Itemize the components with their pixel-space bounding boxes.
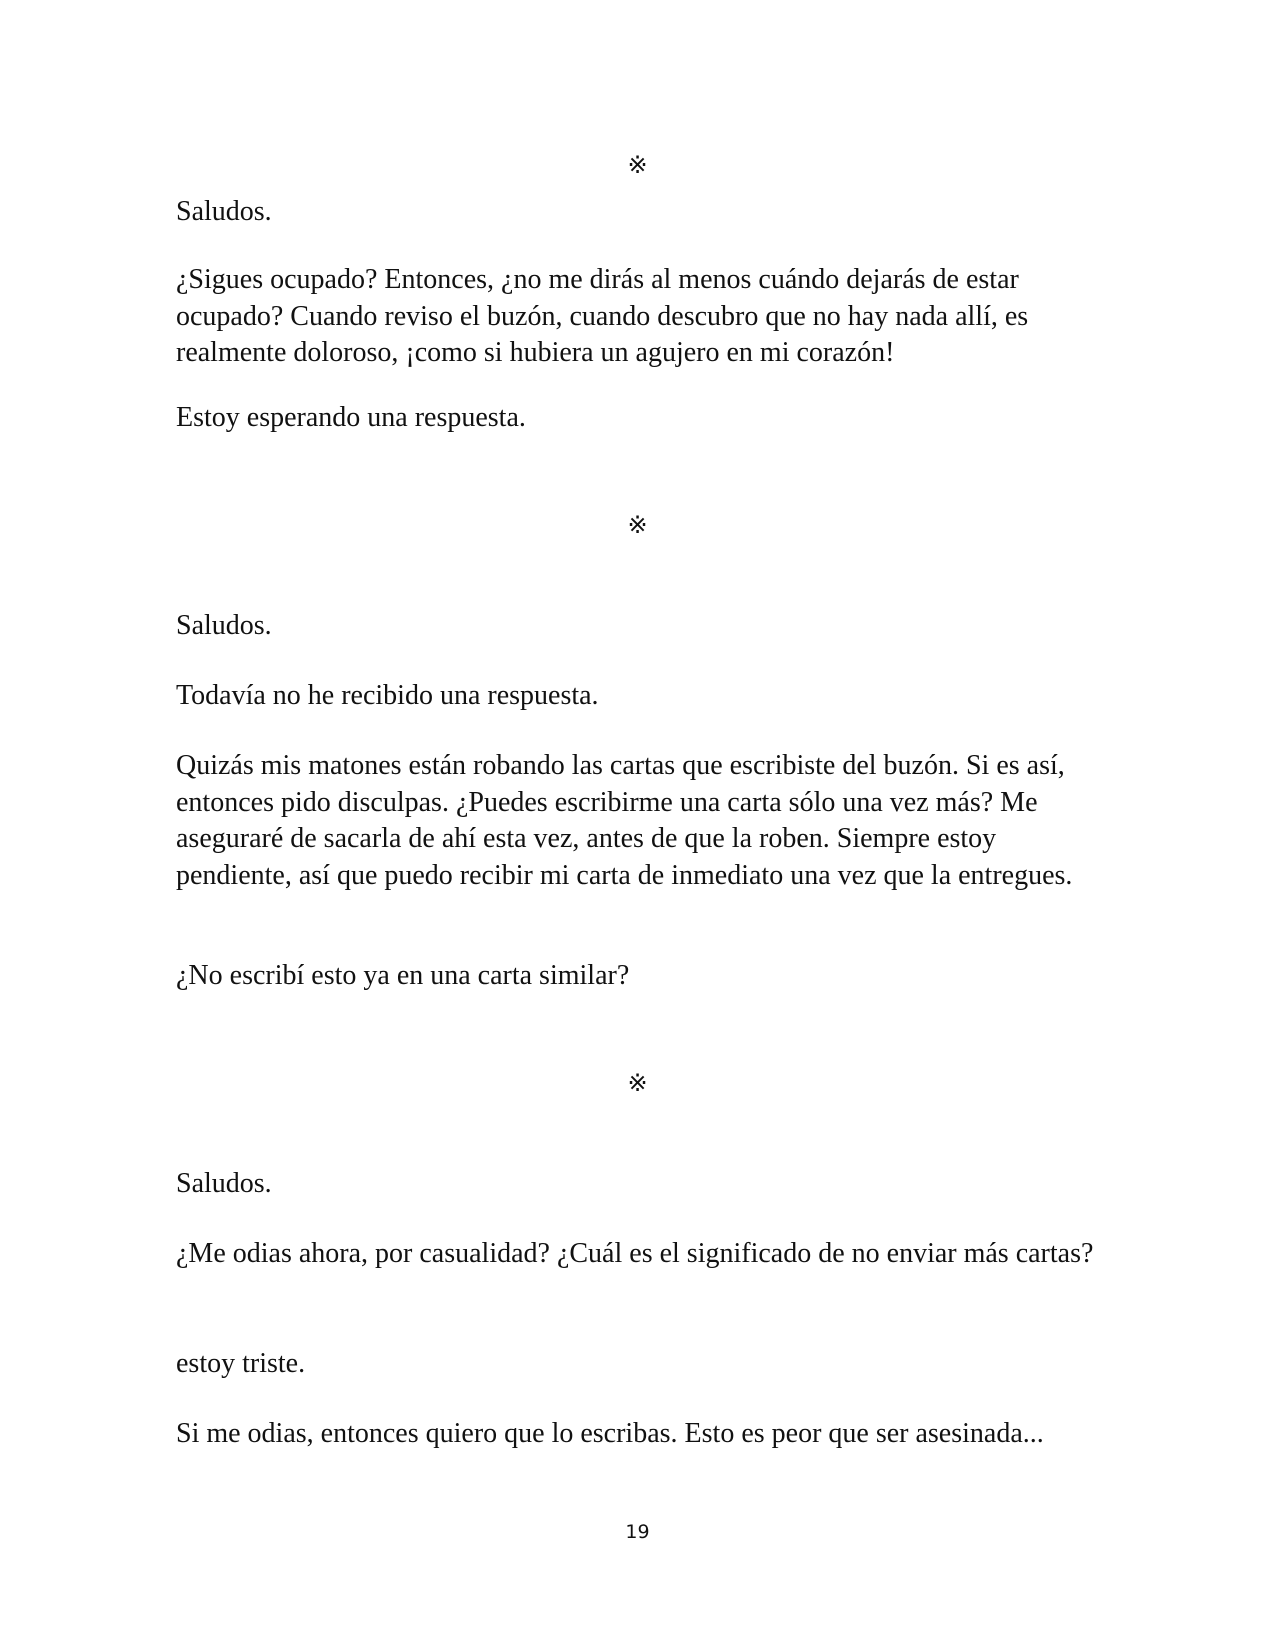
letter-1-greeting: Saludos. (176, 196, 272, 227)
letter-2-paragraph-1: Todavía no he recibido una respuesta. (176, 680, 599, 711)
section-separator-1: ※ (627, 151, 648, 179)
letter-1-paragraph-2: Estoy esperando una respuesta. (176, 402, 526, 433)
letter-3-paragraph-3: Si me odias, entonces quiero que lo escribas. Esto es peor que ser asesinada... (176, 1418, 1044, 1449)
letter-3-paragraph-2: estoy triste. (176, 1348, 306, 1379)
section-separator-3: ※ (627, 1069, 648, 1097)
letter-2-greeting: Saludos. (176, 610, 272, 641)
letter-3-paragraph-1: ¿Me odias ahora, por casualidad? ¿Cuál es el significado de no enviar más cartas? (176, 1238, 1094, 1269)
section-separator-2: ※ (627, 511, 648, 539)
letter-1-paragraph-1: ¿Sigues ocupado? Entonces, ¿no me dirás al menos cuándo dejarás de estar ocupado? Cuando reviso el buzón, cuando descubro que no hay nada allí, es realmente doloroso, ¡como si hubiera un agujero en mi corazón! (176, 264, 1029, 368)
letter-2-paragraph-2: Quizás mis matones están robando las cartas que escribiste del buzón. Si es así, entonces pido disculpas. ¿Puedes escribirme una carta sólo una vez más? Me aseguraré de sacarla de ahí esta vez, antes de que la roben. Siempre estoy pendiente, así que puedo recibir mi carta de inmediato una vez que la entregues. (176, 750, 1073, 891)
page-number: 19 (625, 1521, 650, 1543)
letter-3-greeting: Saludos. (176, 1168, 272, 1199)
letter-2-paragraph-3: ¿No escribí esto ya en una carta similar? (176, 960, 630, 991)
